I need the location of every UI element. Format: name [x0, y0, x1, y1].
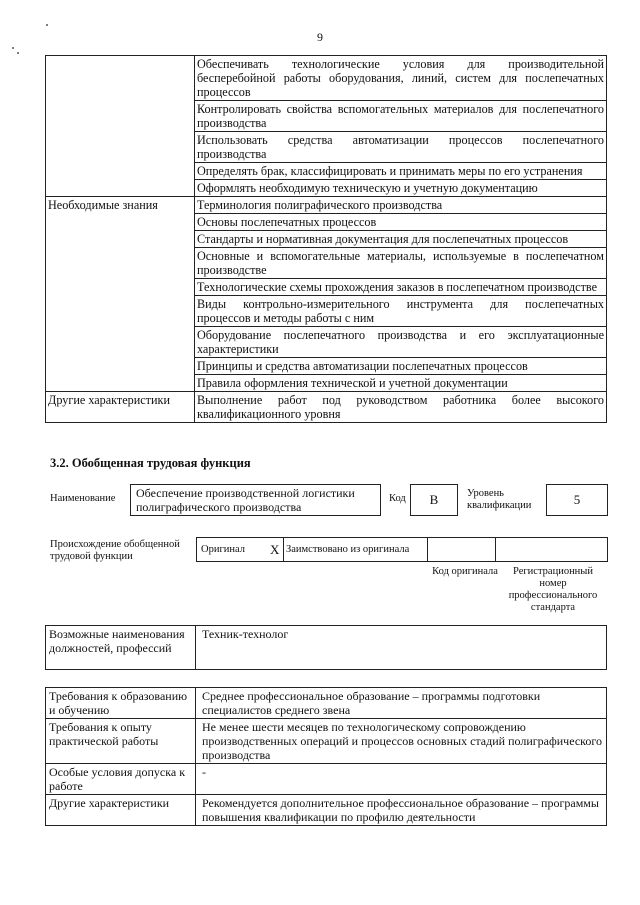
knowledge-item: Виды контрольно-измерительного инструмента для послепечатных процессов и методы работы с ним — [195, 296, 607, 327]
skill-item: Определять брак, классифицировать и принимать меры по его устранения — [195, 163, 607, 180]
req-label: Требования к образованию и обучению — [46, 688, 196, 719]
knowledge-item: Технологические схемы прохождения заказов в послепечатном производстве — [195, 279, 607, 296]
skill-item: Обеспечивать технологические условия для производительной бесперебойной работы оборудования, линий, систем для послепечатных процессов — [195, 56, 607, 101]
scan-speck — [17, 52, 19, 54]
req-value: Не менее шести месяцев по технологическому сопровождению производственных операций и процессов основных стадий полиграфического производства — [196, 719, 607, 764]
req-label: Другие характеристики — [46, 795, 196, 826]
origin-label: Происхождение обобщенной трудовой функции — [50, 539, 180, 562]
code-value-box — [410, 484, 458, 516]
row-label-knowledge: Необходимые знания — [46, 197, 195, 392]
req-value: Среднее профессиональное образование – программы подготовки специалистов среднего звена — [196, 688, 607, 719]
knowledge-item: Оборудование послепечатного производства и его эксплуатационные характеристики — [195, 327, 607, 358]
code-label: Код — [389, 493, 406, 504]
level-value-box — [546, 484, 608, 516]
knowledge-item: Стандарты и нормативная документация для послепечатных процессов — [195, 231, 607, 248]
knowledge-item: Основы послепечатных процессов — [195, 214, 607, 231]
positions-value: Техник-технолог — [196, 626, 607, 670]
reg-number-label: Регистрационный номер профессионального стандарта — [508, 566, 598, 613]
scan-speck — [46, 24, 48, 26]
code-value: В — [429, 492, 439, 507]
requirements-table — [45, 687, 607, 826]
skill-item: Использовать средства автоматизации процессов послепечатного производства — [195, 132, 607, 163]
knowledge-item: Основные и вспомогательные материалы, используемые в послепечатном производстве — [195, 248, 607, 279]
code-original-cell — [428, 538, 496, 562]
level-value: 5 — [573, 492, 581, 507]
positions-table — [45, 625, 607, 670]
borrowed-label: Заимствовано из оригинала — [284, 538, 428, 562]
section-title: 3.2. Обобщенная трудовая функция — [50, 456, 251, 470]
page-number: 9 — [317, 30, 323, 44]
skill-item: Оформлять необходимую техническую и учетную документацию — [195, 180, 607, 197]
req-value: Рекомендуется дополнительное профессиональное образование – программы повышения квалификации по профилю деятельности — [196, 795, 607, 826]
scan-speck — [12, 47, 14, 49]
skill-item: Контролировать свойства вспомогательных материалов для послепечатного производства — [195, 101, 607, 132]
knowledge-item: Правила оформления технической и учетной документации — [195, 375, 607, 392]
name-value-box — [130, 484, 381, 516]
req-label: Особые условия допуска к работе — [46, 764, 196, 795]
req-label: Требования к опыту практической работы — [46, 719, 196, 764]
row-label — [46, 56, 195, 197]
row-label-other: Другие характеристики — [46, 392, 195, 423]
req-value: - — [196, 764, 607, 795]
positions-label: Возможные наименования должностей, профессий — [46, 626, 196, 670]
reg-number-cell — [496, 538, 608, 562]
name-value: Обеспечение производственной логистики полиграфического производства — [136, 486, 355, 514]
original-mark: X — [267, 538, 284, 562]
origin-table — [196, 537, 608, 562]
other-item: Выполнение работ под руководством работника более высокого квалификационного уровня — [195, 392, 607, 423]
original-label: Оригинал — [197, 538, 267, 562]
name-label: Наименование — [50, 493, 116, 504]
skills-knowledge-table — [45, 55, 607, 423]
code-original-label: Код оригинала — [432, 566, 498, 577]
level-label: Уровень квалификации — [467, 488, 532, 511]
knowledge-item: Терминология полиграфического производства — [195, 197, 607, 214]
knowledge-item: Принципы и средства автоматизации послепечатных процессов — [195, 358, 607, 375]
